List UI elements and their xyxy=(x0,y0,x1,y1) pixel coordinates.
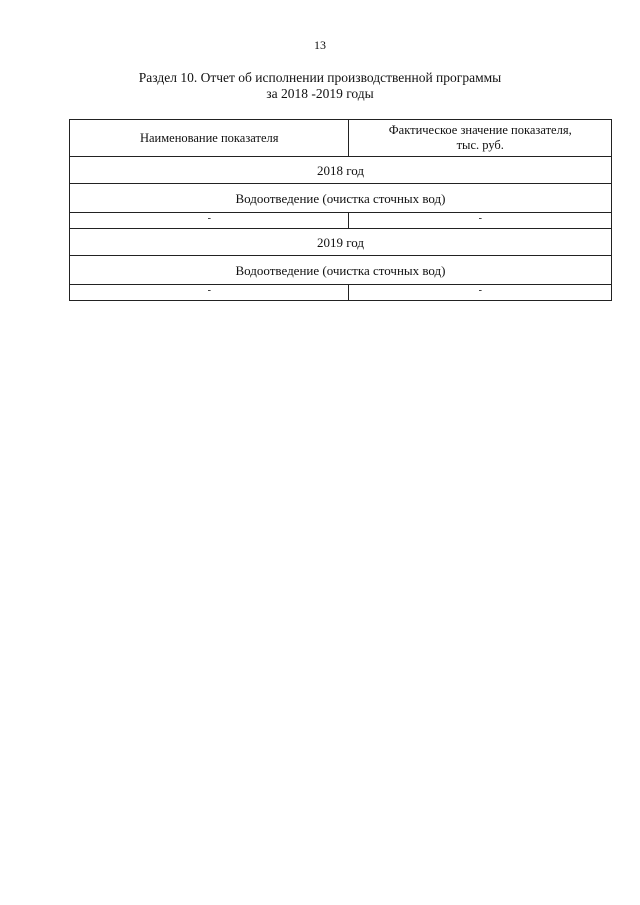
year-row-2019 xyxy=(70,229,612,256)
header-actual-value-line-1: Фактическое значение показателя, xyxy=(388,123,572,137)
indicator-name-cell xyxy=(70,285,349,301)
indicator-value: - xyxy=(478,213,482,224)
page-number: 13 xyxy=(314,38,326,52)
section-row-2018 xyxy=(70,184,612,213)
document-title xyxy=(0,70,640,102)
table-header-row xyxy=(70,120,612,157)
indicator-value: - xyxy=(478,285,482,296)
section-label: Водоотведение (очистка сточных вод) xyxy=(70,184,612,213)
table-row xyxy=(70,285,612,301)
header-actual-value xyxy=(349,120,612,157)
section-label: Водоотведение (очистка сточных вод) xyxy=(70,256,612,285)
header-indicator-name: Наименование показателя xyxy=(70,120,349,157)
indicator-name-cell xyxy=(70,213,349,229)
indicator-name-value: - xyxy=(207,213,211,224)
production-program-report-table xyxy=(69,119,612,301)
title-line-1: Раздел 10. Отчет об исполнении производственной программы xyxy=(138,70,502,85)
indicator-name-value: - xyxy=(207,285,211,296)
section-row-2019 xyxy=(70,256,612,285)
indicator-value-cell xyxy=(349,213,612,229)
header-actual-value-line-2: тыс. руб. xyxy=(456,138,504,152)
table-row xyxy=(70,213,612,229)
indicator-value-cell xyxy=(349,285,612,301)
title-line-2: за 2018 -2019 годы xyxy=(266,86,374,101)
year-label: 2018 год xyxy=(70,157,612,184)
year-label: 2019 год xyxy=(70,229,612,256)
year-row-2018 xyxy=(70,157,612,184)
